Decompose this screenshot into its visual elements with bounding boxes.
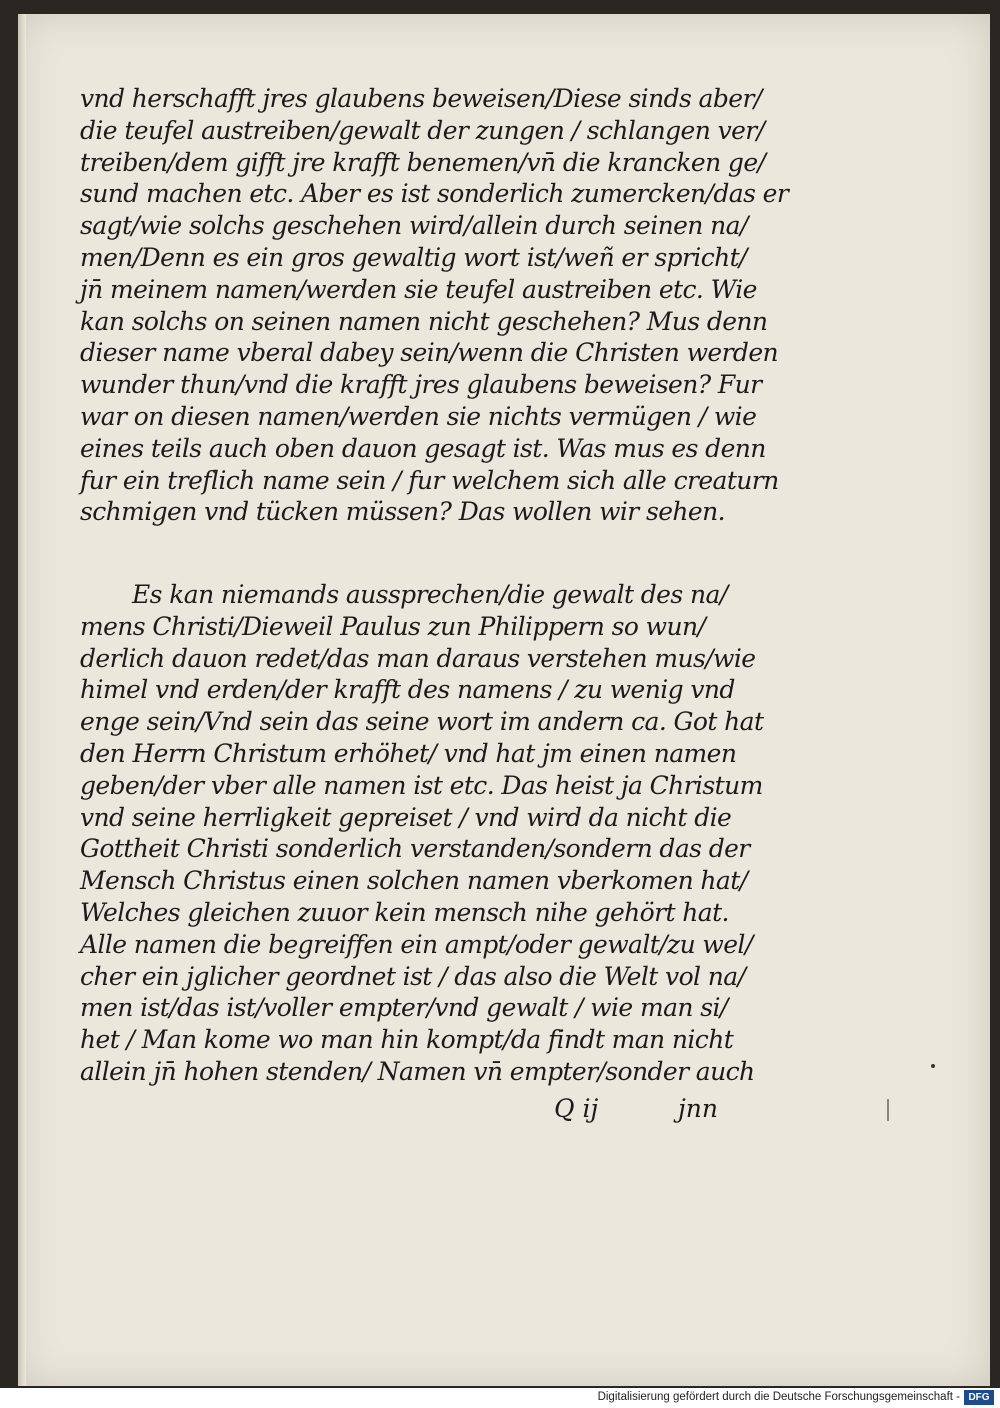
text-line: jn̄ meinem namen/werden sie teufel austreiben etc. Wie: [80, 274, 757, 304]
text-line: die teufel austreiben/gewalt der zungen / schlangen ver/: [80, 115, 765, 145]
digitization-credit-bar: [0, 1388, 1000, 1408]
catchword: jnn: [678, 1094, 718, 1123]
text-line: cher ein jglicher geordnet ist / das also die Welt vol na/: [80, 961, 746, 991]
page-gutter-shadow: [18, 14, 26, 1386]
text-line: den Herrn Christum erhöhet/ vnd hat jm einen namen: [80, 738, 737, 768]
margin-mark: [887, 1099, 889, 1121]
text-line: himel vnd erden/der krafft des namens / zu wenig vnd: [80, 675, 735, 705]
text-line: vnd herschafft jres glaubens beweisen/Diese sinds aber/: [80, 84, 762, 113]
text-line: men/Denn es ein gros gewaltig wort ist/weñ er spricht/: [80, 242, 747, 272]
text-line: mens Christi/Dieweil Paulus zun Philippern so wun/: [80, 611, 706, 641]
text-line: het / Man kome wo man hin kompt/da findt man nicht: [80, 1025, 734, 1055]
text-line: fur ein treflich name sein / fur welchem sich alle creaturn: [80, 465, 779, 495]
text-line: eines teils auch oben dauon gesagt ist. Was mus es denn: [80, 433, 766, 463]
text-line: vnd seine herrligkeit gepreiset / vnd wird da nicht die: [80, 802, 732, 832]
text-line: Welches gleichen zuuor kein mensch nihe gehört hat.: [80, 897, 729, 927]
text-line: allein jn̄ hohen stenden/ Namen vn̄ empter/sonder auch: [80, 1056, 755, 1086]
paragraph-1: [80, 83, 789, 528]
signature-mark: Q ij: [554, 1094, 599, 1123]
book-page: [18, 14, 990, 1386]
text-line: wunder thun/vnd die krafft jres glaubens beweisen? Fur: [80, 370, 762, 400]
text-line: Alle namen die begreiffen ein ampt/oder gewalt/zu wel/: [80, 929, 753, 959]
text-line: schmigen vnd tücken müssen? Das wollen wir sehen.: [80, 497, 725, 527]
text-line: Gottheit Christi sonderlich verstanden/sondern das der: [80, 834, 750, 864]
text-line: kan solchs on seinen namen nicht geschehen? Mus denn: [80, 306, 768, 336]
text-line: treiben/dem gifft jre krafft benemen/vn̄ die krancken ge/: [80, 147, 766, 177]
text-line-indented: Es kan niemands aussprechen/die gewalt des na/: [132, 580, 728, 609]
text-line: geben/der vber alle namen ist etc. Das heist ja Christum: [80, 770, 763, 800]
text-line: dieser name vberal dabey sein/wenn die Christen werden: [80, 338, 779, 368]
text-line: enge sein/Vnd sein das seine wort im andern ca. Got hat: [80, 707, 764, 737]
text-line: derlich dauon redet/das man daraus verstehen mus/wie: [80, 643, 756, 673]
credit-text: Digitalisierung gefördert durch die Deutsche Forschungsgemeinschaft -: [597, 1391, 960, 1403]
text-line: sagt/wie solchs geschehen wird/allein durch seinen na/: [80, 211, 748, 241]
text-line: Mensch Christus einen solchen namen vberkomen hat/: [80, 866, 748, 896]
text-line: war on diesen namen/werden sie nichts vermügen / wie: [80, 401, 757, 431]
margin-dot: [931, 1064, 935, 1068]
paragraph-2: [80, 579, 780, 1088]
dfg-logo: DFG: [964, 1390, 994, 1405]
page-footer: [18, 1094, 990, 1134]
text-line: men ist/das ist/voller empter/vnd gewalt / wie man si/: [80, 993, 728, 1023]
text-line: sund machen etc. Aber es ist sonderlich zumercken/das er: [80, 179, 789, 209]
